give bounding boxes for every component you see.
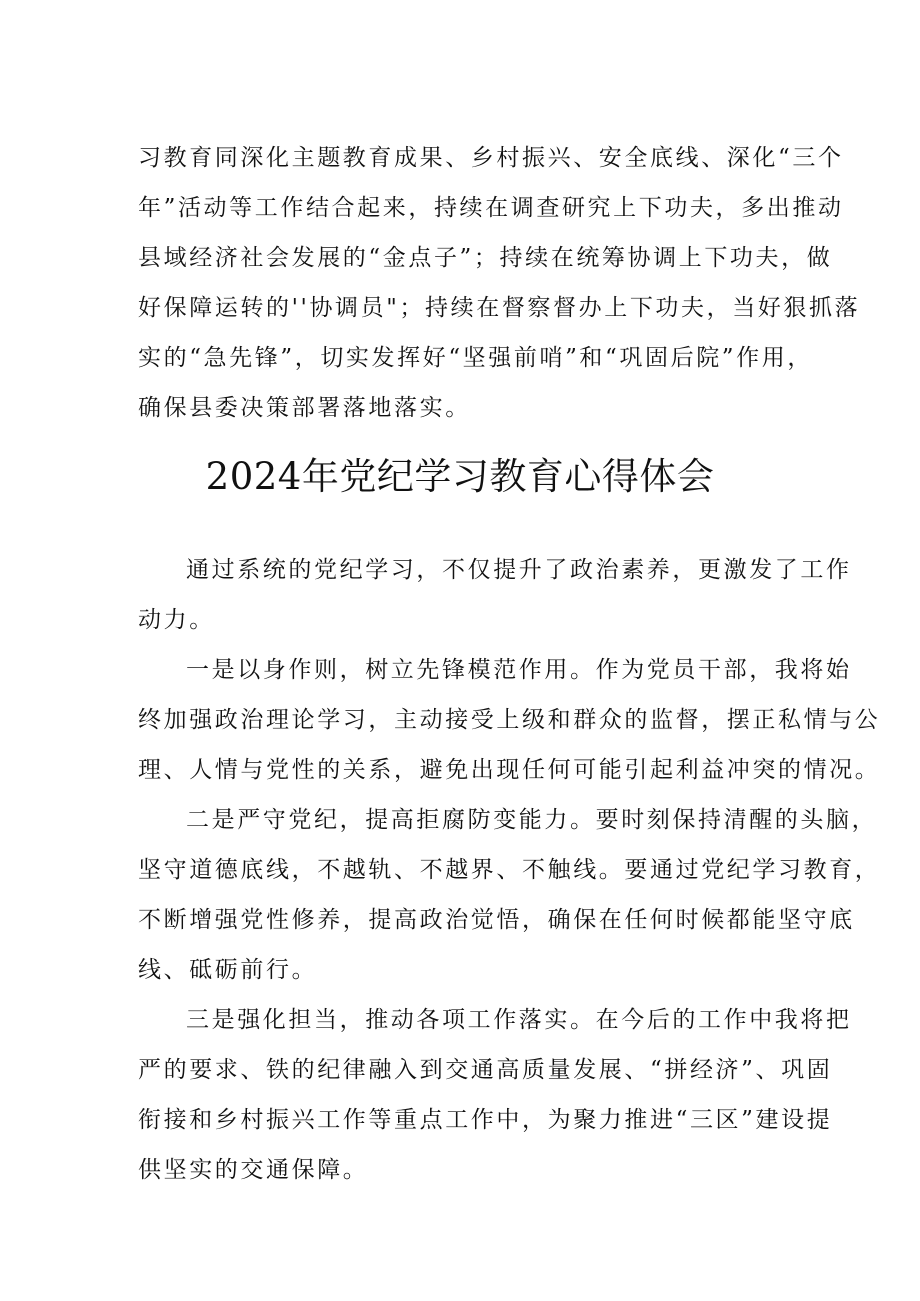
intro-line-1: 习教育同深化主题教育成果、乡村振兴、安全底线、深化“三个 [138,145,844,171]
paragraph-2-line-3: 理、人情与党性的关系，避免出现任何可能引起利益冲突的情况。 [138,757,881,783]
paragraph-3-line-1: 二是严守党纪，提高拒腐防变能力。要时刻保持清醒的头脑， [186,807,878,833]
intro-line-4: 好保障运转的''协调员"；持续在督察督办上下功夫，当好狠抓落 [138,295,861,321]
intro-line-2: 年”活动等工作结合起来，持续在调查研究上下功夫，多出推动 [138,195,844,221]
paragraph-4-line-1: 三是强化担当，推动各项工作落实。在今后的工作中我将把 [186,1007,852,1033]
paragraph-3-line-3: 不断增强党性修养，提高政治觉悟，确保在任何时候都能坚守底 [138,907,855,933]
paragraph-1-line-2: 动力。 [138,607,215,633]
paragraph-3-line-2: 坚守道德底线，不越轨、不越界、不触线。要通过党纪学习教育， [138,857,881,883]
paragraph-2-line-2: 终加强政治理论学习，主动接受上级和群众的监督，摆正私情与公 [138,707,881,733]
intro-line-6: 确保县委决策部署落地落实。 [138,395,471,421]
paragraph-1-line-1: 通过系统的党纪学习，不仅提升了政治素养，更激发了工作 [186,557,852,583]
intro-paragraph [138,141,861,441]
paragraph-4-line-3: 衔接和乡村振兴工作等重点工作中，为聚力推进“三区”建设提 [138,1107,833,1133]
paragraph-4-line-2: 严的要求、铁的纪律融入到交通高质量发展、“拼经济”、巩固 [138,1057,833,1083]
intro-line-5: 实的“急先锋”，切实发挥好“坚强前哨”和“巩固后院”作用， [138,345,813,371]
paragraph-3-line-4: 线、砥砺前行。 [138,957,318,983]
body-paragraphs [138,553,881,1203]
document-title: 2024年党纪学习教育心得体会 [205,455,715,498]
paragraph-4-line-4: 供坚实的交通保障。 [138,1157,369,1183]
paragraph-2-line-1: 一是以身作则，树立先锋模范作用。作为党员干部，我将始 [186,657,852,683]
intro-line-3: 县域经济社会发展的“金点子”；持续在统筹协调上下功夫，做 [138,245,833,271]
